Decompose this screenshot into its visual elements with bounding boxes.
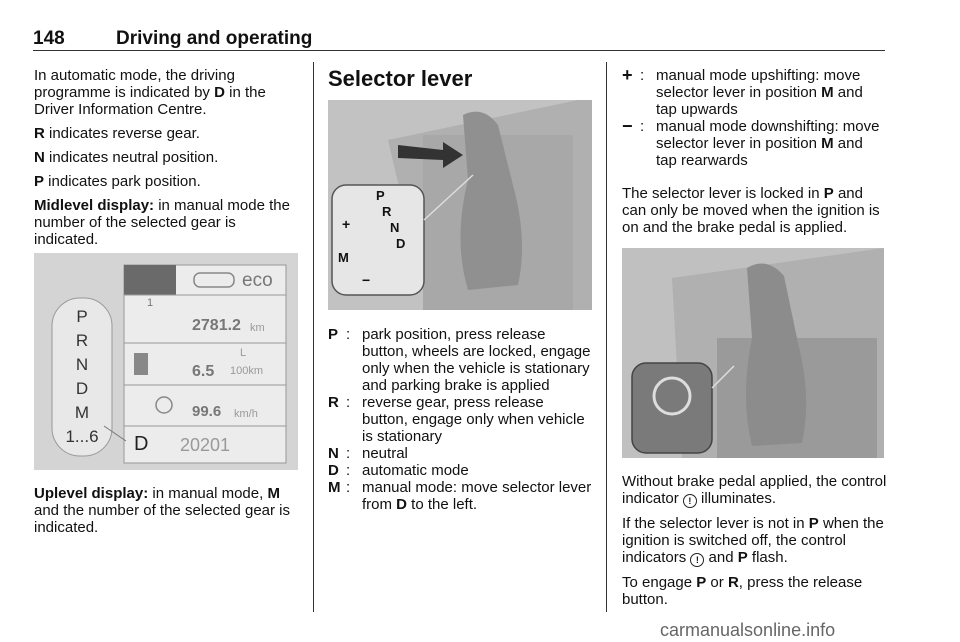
gear-label: N xyxy=(75,355,89,374)
brake-indicator-icon: ! xyxy=(683,494,697,508)
watermark: carmanualsonline.info xyxy=(660,620,836,640)
trip-value: 20201 xyxy=(180,435,231,455)
driver-info-display-figure xyxy=(34,253,298,470)
brake-indicator-figure xyxy=(622,248,884,458)
paragraph: R indicates reverse gear. xyxy=(34,125,200,142)
page-number: 148 xyxy=(33,28,65,49)
gear-column xyxy=(52,305,112,449)
lever-label-plus: + xyxy=(342,216,351,232)
lever-label-n: N xyxy=(390,220,400,235)
eco-label: eco xyxy=(242,270,273,291)
definition-item: D : automatic mode xyxy=(328,462,469,479)
paragraph: The selector lever is locked in P and can only be moved when the ignition is on and the brake pedal is applied. xyxy=(622,185,880,236)
page-title: Driving and operating xyxy=(116,28,313,49)
paragraph: N indicates neutral position. xyxy=(34,149,219,166)
section-heading: Selector lever xyxy=(328,66,473,91)
definition-item: N : neutral xyxy=(328,445,408,462)
definition-item: M : manual mode: move selector lever from D to the left. xyxy=(328,479,592,513)
speed-value: 99.6 xyxy=(192,403,222,420)
gear-label: R xyxy=(75,331,89,350)
paragraph: To engage P or R, press the release button. xyxy=(622,574,863,608)
paragraph: If the selector lever is not in P when the ignition is switched off, the control indicators ! and P flash. xyxy=(622,515,884,566)
paragraph: Without brake pedal applied, the control indicator ! illuminates. xyxy=(622,473,887,507)
lever-label-m: M xyxy=(338,250,349,265)
gear-label: P xyxy=(76,307,88,326)
column-divider xyxy=(606,62,607,612)
fuel-unit-bottom: 100km xyxy=(230,365,264,377)
odometer-value: 2781.2 xyxy=(192,317,241,334)
speed-unit: km/h xyxy=(234,408,258,420)
selector-definitions xyxy=(328,326,592,513)
middle-column xyxy=(328,66,592,97)
definition-item: P : park position, press release button, wheels are locked, engage only when the vehicle is stationary and parking brake is applied xyxy=(328,326,591,394)
right-column xyxy=(622,67,886,243)
fuel-value: 6.5 xyxy=(192,363,215,380)
paragraph: P indicates park position. xyxy=(34,173,201,190)
definition-item: R : reverse gear, press release button, engage only when vehicle is stationary xyxy=(328,394,585,445)
uplevel-paragraph: Uplevel display: in manual mode, M and the number of the selected gear is indicated. xyxy=(34,485,290,536)
lever-label-r: R xyxy=(382,204,392,219)
page-header xyxy=(33,28,885,51)
paragraph: Midlevel display: in manual mode the number of the selected gear is indicated. xyxy=(34,197,290,248)
definition-item: + : manual mode upshifting: move selector lever in position M and tap upwards xyxy=(622,65,863,118)
gear-label: D xyxy=(75,379,89,398)
right-column-lower xyxy=(622,473,888,615)
gear-label: 1...6 xyxy=(65,427,99,446)
paragraph: In automatic mode, the driving programme is indicated by D in the Driver Information Centre. xyxy=(34,67,266,118)
gear-small: 1 xyxy=(147,297,154,309)
brake-indicator-icon: ! xyxy=(690,553,704,567)
lever-label-d: D xyxy=(396,236,406,251)
gear-label: M xyxy=(74,403,90,422)
definition-item: − : manual mode downshifting: move selector lever in position M and tap rearwards xyxy=(622,116,880,169)
lever-label-p: P xyxy=(376,188,385,203)
fuel-unit-top: L xyxy=(240,347,247,359)
selector-lever-figure xyxy=(328,100,592,310)
left-column xyxy=(34,67,302,255)
d-label: D xyxy=(134,433,149,455)
lever-label-minus: − xyxy=(362,272,371,288)
odometer-unit: km xyxy=(250,322,265,334)
column-divider xyxy=(313,62,314,612)
